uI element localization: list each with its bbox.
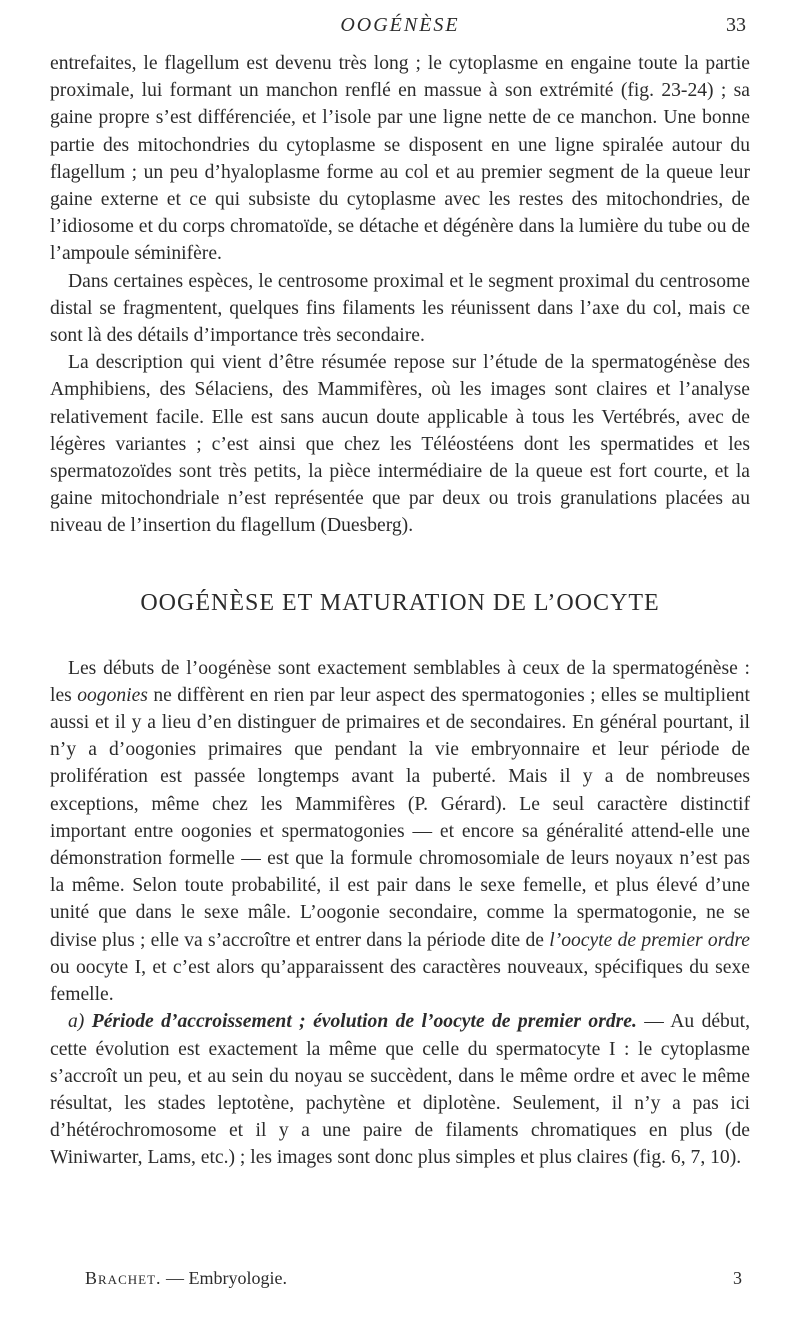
paragraph-description: La description qui vient d’être résumée repose sur l’étude de la spermatogénèse des Amphibiens, des Sélaciens, des Mammifères, où les images sont claires et l’analyse relativement facile. Elle est sans aucun doute applicable à tous les Vertébrés, avec de légères variantes ; c’est ainsi que chez les Téléostéens dont les spermatides et les spermatozoïdes sont très petits, la pièce intermédiaire de la queue est fort courte, et la gaine mitochondriale n’est représentée que par deux ou trois granulations placées au niveau de l’insertion du flagellum (Duesberg). bbox=[50, 352, 750, 537]
section-heading: OOGÉNÈSE ET MATURATION DE L’OOCYTE bbox=[140, 589, 660, 616]
text-run: ou oocyte I, et c’est alors qu’apparaissent des caractères nouveaux, spécifiques du sexe femelle. bbox=[50, 956, 750, 1006]
paragraph-periode-accroissement bbox=[50, 1008, 750, 1171]
footer-credit bbox=[85, 1268, 287, 1289]
page-body bbox=[50, 50, 750, 1172]
running-head-title: OOGÉNÈSE bbox=[340, 14, 460, 36]
paragraph-centrosome: Dans certaines espèces, le centrosome proximal et le segment proximal du centrosome distal se fragmentent, quelques fins filaments les réunissent dans l’axe du col, mais ce sont là des détails d’importance très secondaire. bbox=[50, 270, 750, 347]
text-run: — Au début, cette évolution est exactement la même que celle du spermatocyte I : le cytoplasme s’accroît un peu, et au sein du noyau se succèdent, dans le même ordre et avec le même résultat, les stades leptotène, pachytène et diplotène. Seulement, il n’y a pas ici d’hétérochromosome et il y a une paire de filaments chromatiques en plus (de Winiwarter, Lams, etc.) ; les images sont donc plus simples et plus claires (fig. 6, 7, 10). bbox=[50, 1011, 750, 1169]
italic-term-oocyte: l’oocyte de premier ordre bbox=[549, 929, 750, 951]
footer-author: Brachet. bbox=[85, 1268, 162, 1288]
signature-mark: 3 bbox=[733, 1268, 742, 1288]
subsection-heading: Période d’accroissement ; évolution de l’oocyte de premier ordre. bbox=[91, 1011, 637, 1033]
text-run: ne diffèrent en rien par leur aspect des spermatogonies ; elles se multiplient aussi et il y a lieu d’en distinguer de primaires et de secondaires. En général pourtant, il n’y a d’oogonies primaires que pendant la vie embryonnaire et leur période de prolifération est passée longtemps avant la puberté. Mais il y a de nombreuses exceptions, même chez les Mammifères (P. Gérard). Le seul caractère distinctif important entre oogonies et spermatogonies — et encore sa généralité attend-elle une démonstration formelle — est que la formule chromosomiale de leurs noyaux n’est pas la même. Selon toute probabilité, il est pair dans le sexe femelle, et plus élevé d’une unité que dans le sexe mâle. L’oogonie secondaire, comme la spermatogonie, ne se divise plus ; elle va s’accroître et entrer dans la période dite de bbox=[50, 684, 751, 951]
page-number: 33 bbox=[726, 14, 746, 36]
subsection-label: a) bbox=[68, 1011, 85, 1033]
paragraph-oogenese bbox=[50, 655, 750, 1009]
running-head bbox=[0, 14, 800, 44]
text-run: Les débuts de l’oogénèse sont exactement semblables à ceux de la spermatogénèse : les bbox=[50, 657, 750, 706]
paragraph-continuation: entrefaites, le flagellum est devenu très long ; le cytoplasme en engaine toute la partie proximale, lui formant un manchon renflé en massue à son extrémité (fig. 23-24) ; sa gaine propre s’est différenciée, et l’isole par une ligne nette de ce manchon. Une bonne partie des mitochondries du cytoplasme se disposent en une ligne spiralée autour du flagellum ; un peu d’hyaloplasme forme au col et au premier segment de la queue leur gaine externe et ce qui subsiste du cytoplasme avec les restes des mitochondries, de l’idiosome et du corps chromatoïde, se détache et dégénère dans la lumière du tube ou de l’ampoule séminifère. bbox=[50, 53, 750, 265]
footer-book: — Embryologie. bbox=[166, 1268, 287, 1288]
subsection-letter: a bbox=[68, 1011, 78, 1033]
italic-term-oogonies: oogonies bbox=[77, 684, 148, 706]
page-footer bbox=[85, 1268, 750, 1296]
